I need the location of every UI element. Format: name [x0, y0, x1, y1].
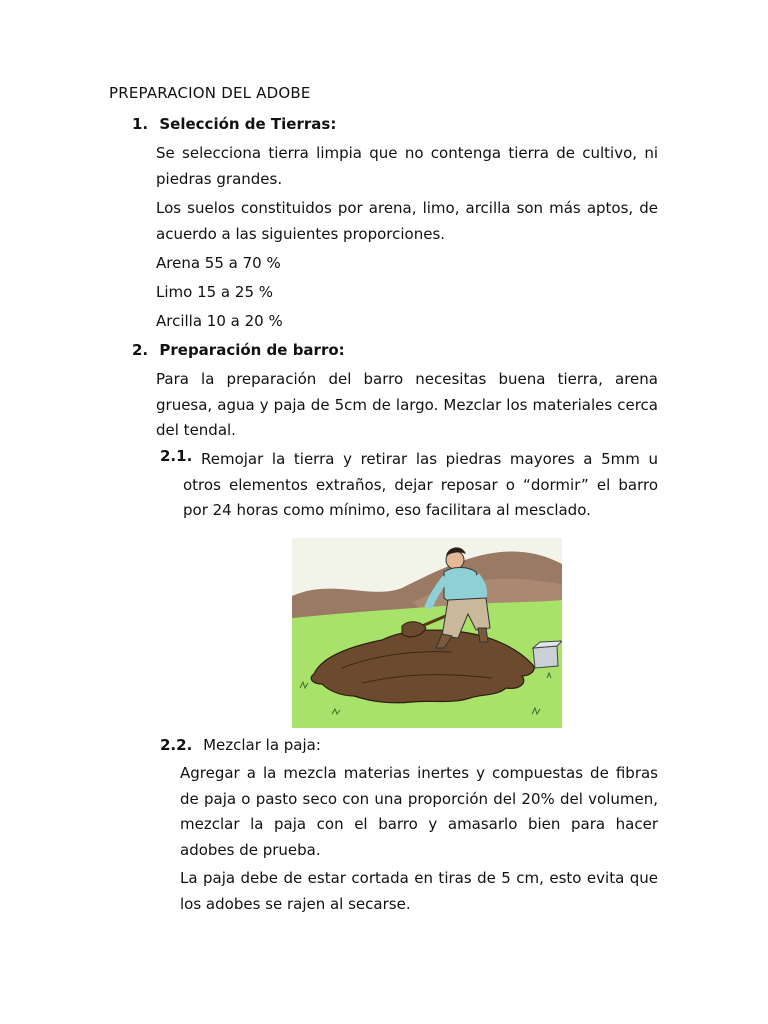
proportion-arena: Arena 55 a 70 % — [156, 254, 281, 272]
subsection-2-2-paragraph-1: Agregar a la mezcla materias inertes y compuestas de fibras de paja o pasto seco con una proporción del 20% del volumen, mezclar la paja con el barro y amasarlo bien para hacer adobes de prueba. — [180, 764, 658, 859]
proportion-arcilla: Arcilla 10 a 20 % — [156, 312, 283, 330]
subsection-2-1-number: 2.1. — [160, 447, 193, 465]
section-2-number: 2. — [132, 341, 149, 359]
section-2-title: Preparación de barro: — [159, 341, 345, 359]
section-2-heading — [132, 341, 345, 359]
section-1-paragraph-1: Se selecciona tierra limpia que no contenga tierra de cultivo, ni piedras grandes. — [156, 144, 658, 188]
subsection-2-2-paragraph-2: La paja debe de estar cortada en tiras de 5 cm, esto evita que los adobes se rajen al secarse. — [180, 869, 658, 913]
subsection-2-1-text: Remojar la tierra y retirar las piedras mayores a 5mm u otros elementos extraños, dejar reposar o “dormir” el barro por 24 horas como mínimo, eso facilitara al mesclado. — [183, 450, 658, 519]
subsection-2-2-number: 2.2. — [160, 736, 193, 754]
section-1-number: 1. — [132, 115, 149, 133]
subsection-2-2-heading — [160, 736, 321, 754]
section-1-paragraph-2: Los suelos constituidos por arena, limo, arcilla son más aptos, de acuerdo a las siguientes proporciones. — [156, 199, 658, 243]
section-2-paragraph-1: Para la preparación del barro necesitas buena tierra, arena gruesa, agua y paja de 5cm de largo. Mezclar los materiales cerca del tendal. — [156, 370, 658, 439]
man-shoveling-mud-illustration — [292, 538, 562, 728]
document-title: PREPARACION DEL ADOBE — [109, 84, 311, 102]
subsection-2-2-title: Mezclar la paja: — [203, 736, 321, 754]
section-1-title: Selección de Tierras: — [159, 115, 337, 133]
proportion-limo: Limo 15 a 25 % — [156, 283, 274, 301]
section-1-heading — [132, 115, 336, 133]
